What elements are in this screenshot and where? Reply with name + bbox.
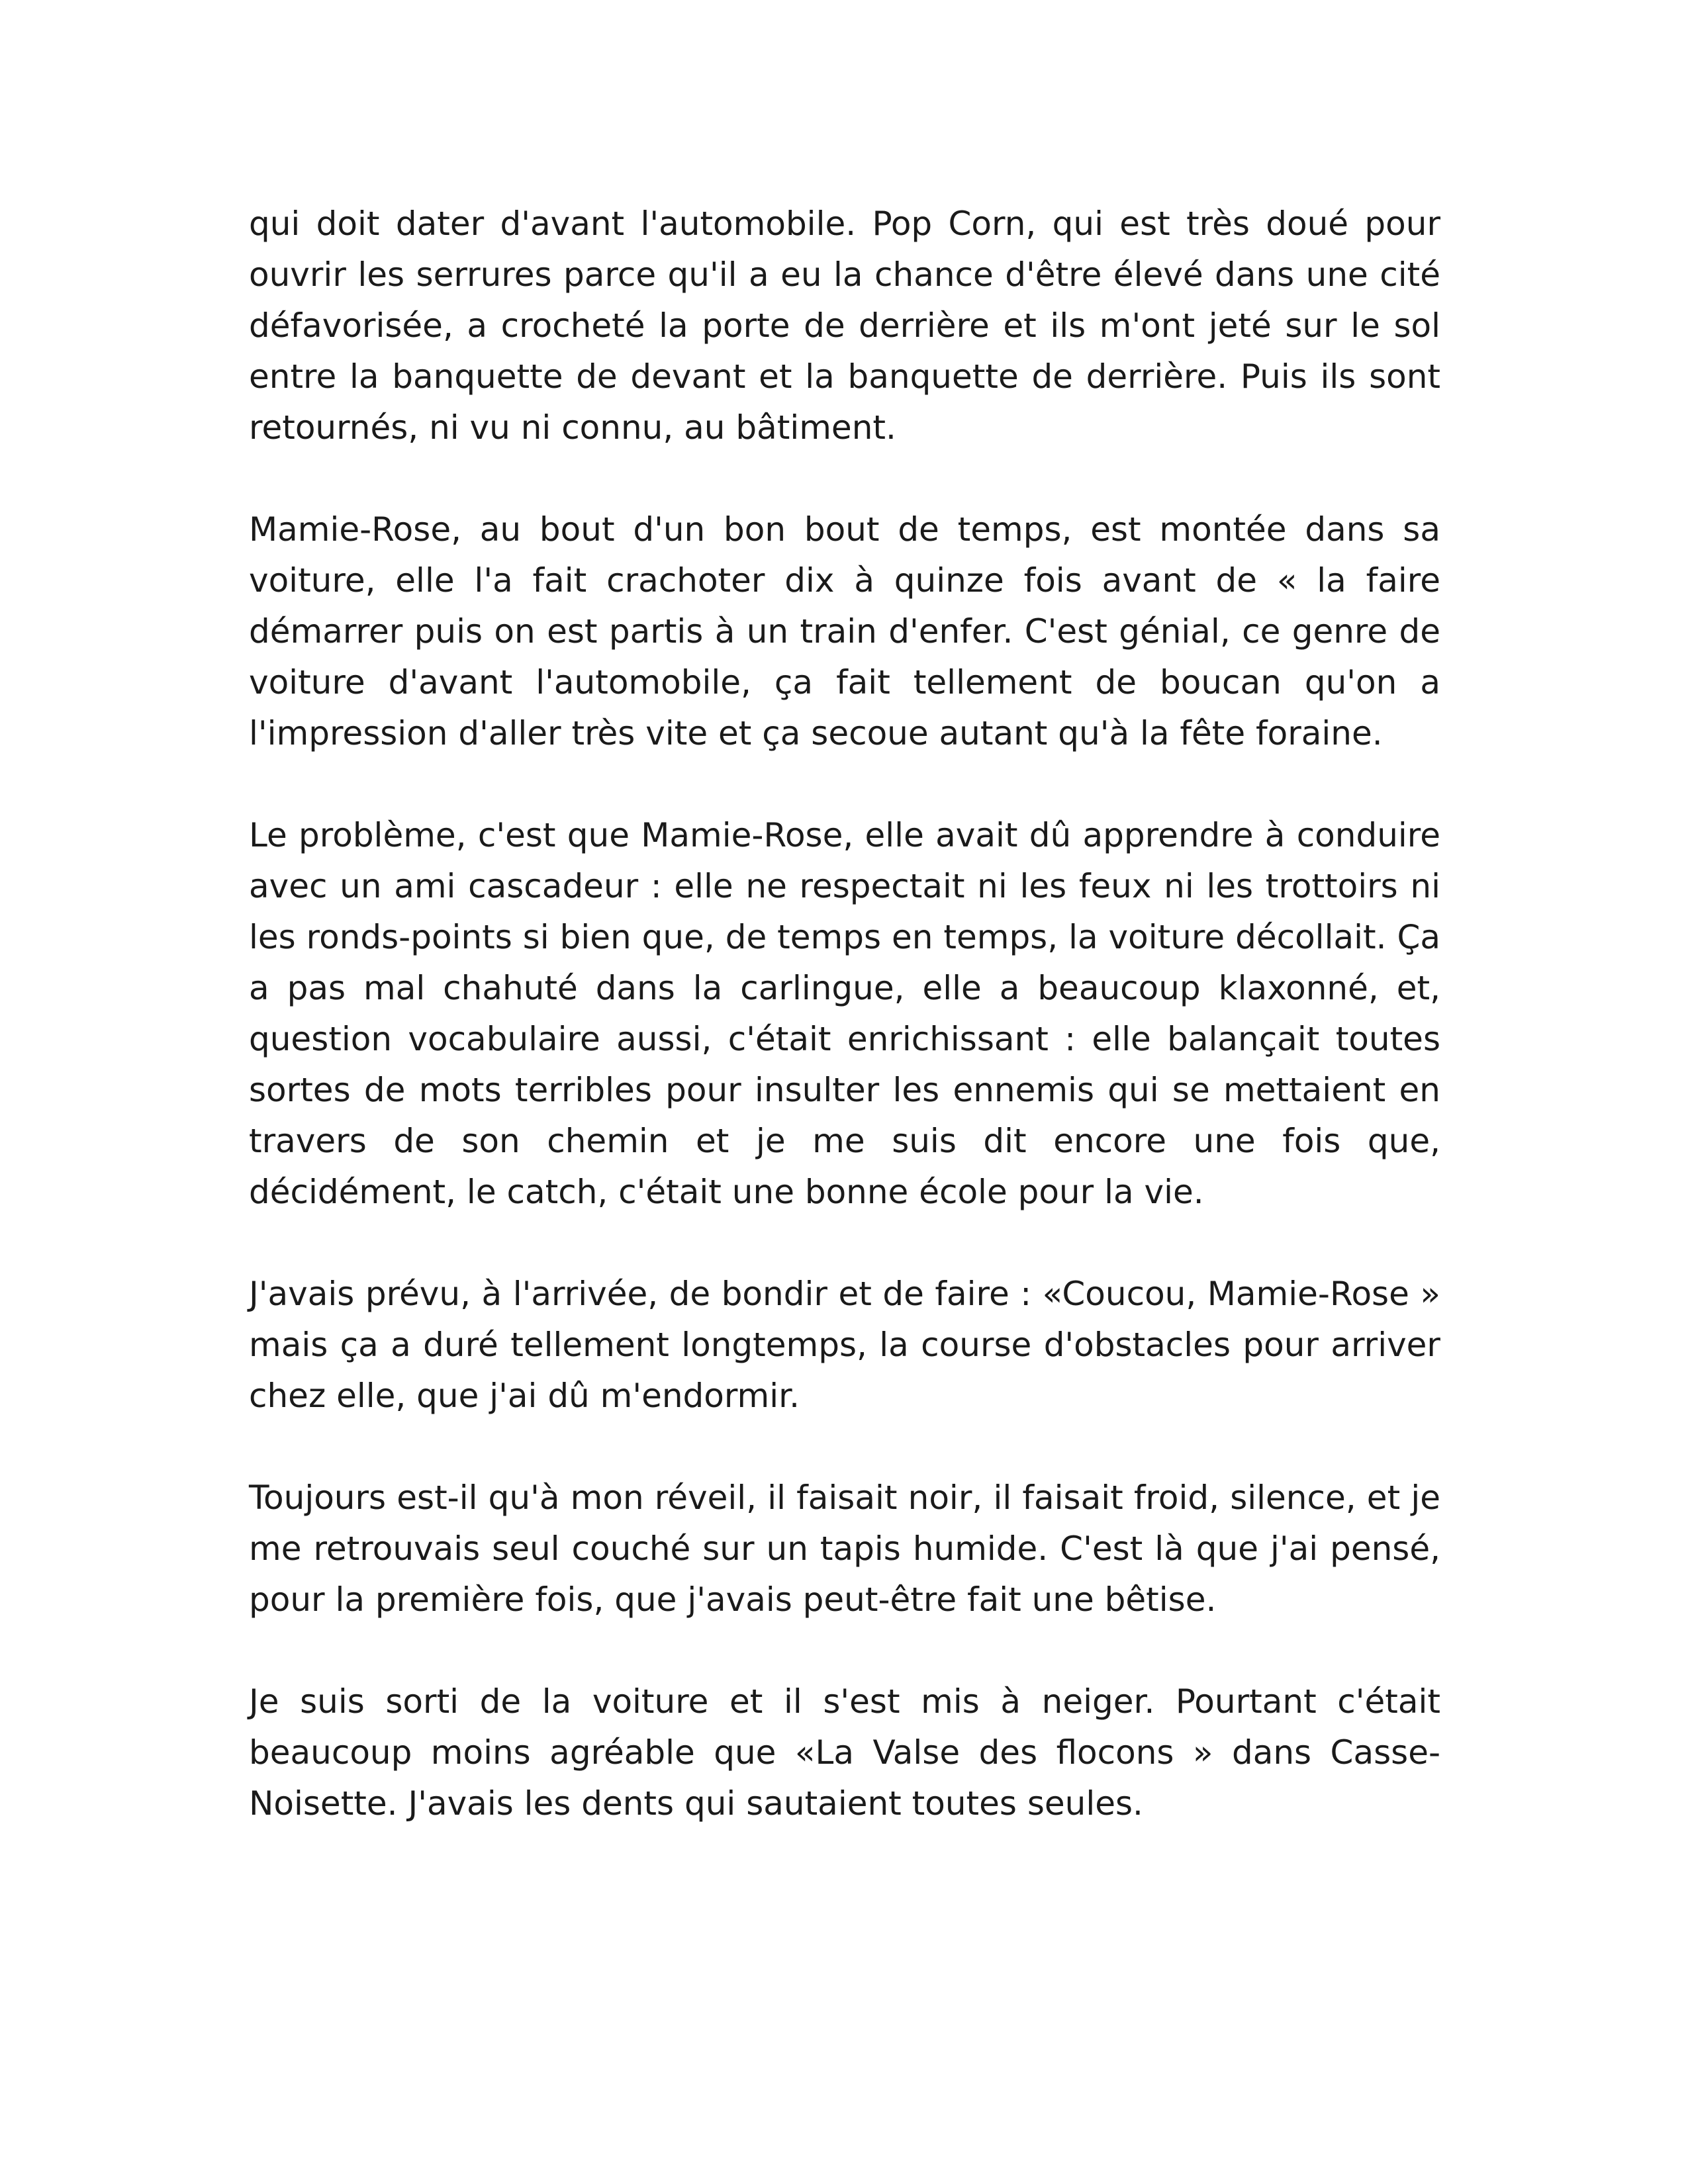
paragraph: J'avais prévu, à l'arrivée, de bondir et de faire : «Coucou, Mamie-Rose » mais ça a duré tellement longtemps, la course d'obstacles pour arriver chez elle, que j'ai dû m'endormir.	[249, 1275, 1440, 1415]
paragraph: Toujours est-il qu'à mon réveil, il faisait noir, il faisait froid, silence, et je me retrouvais seul couché sur un tapis humide. C'est là que j'ai pensé, pour la première fois, que j'avais peut-être fait une bêtise.	[249, 1479, 1440, 1619]
paragraph: Le problème, c'est que Mamie-Rose, elle avait dû apprendre à conduire avec un ami cascadeur : elle ne respectait ni les feux ni les trottoirs ni les ronds-points si bien que, de temps en temps, la voiture décollait. Ça a pas mal chahuté dans la carlingue, elle a beaucoup klaxonné, et, question vocabulaire aussi, c'était enrichissant : elle balançait toutes sortes de mots terribles pour insulter les ennemis qui se mettaient en travers de son chemin et je me suis dit encore une fois que, décidément, le catch, c'était une bonne école pour la vie.	[249, 816, 1440, 1211]
paragraph: qui doit dater d'avant l'automobile. Pop Corn, qui est très doué pour ouvrir les serrures parce qu'il a eu la chance d'être élevé dans une cité défavorisée, a crocheté la porte de derrière et ils m'ont jeté sur le sol entre la banquette de devant et la banquette de derrière. Puis ils sont retournés, ni vu ni connu, au bâtiment.	[249, 205, 1440, 447]
paragraph: Mamie-Rose, au bout d'un bon bout de temps, est montée dans sa voiture, elle l'a fait crachoter dix à quinze fois avant de « la faire démarrer puis on est partis à un train d'enfer. C'est génial, ce genre de voiture d'avant l'automobile, ça fait tellement de boucan qu'on a l'impression d'aller très vite et ça secoue autant qu'à la fête foraine.	[249, 510, 1440, 752]
paragraph: Je suis sorti de la voiture et il s'est mis à neiger. Pourtant c'était beaucoup moins agréable que «La Valse des flocons » dans Casse-Noisette. J'avais les dents qui sautaient toutes seules.	[249, 1682, 1440, 1823]
text-body	[249, 199, 1440, 1829]
